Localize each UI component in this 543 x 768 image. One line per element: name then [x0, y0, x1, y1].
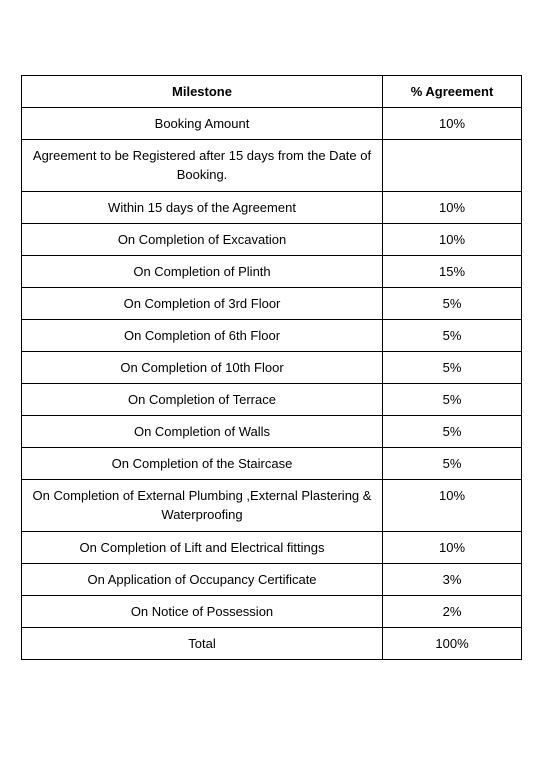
milestone-cell: On Completion of Plinth: [22, 256, 383, 288]
table-row: [22, 288, 522, 320]
total-label-cell: Total: [22, 628, 383, 660]
table-row: [22, 108, 522, 140]
table-row: [22, 352, 522, 384]
percent-cell: 5%: [383, 352, 522, 384]
column-header-percent-agreement: % Agreement: [383, 76, 522, 108]
table-header-row: [22, 76, 522, 108]
percent-cell: 5%: [383, 448, 522, 480]
table-row: [22, 224, 522, 256]
milestone-cell: On Completion of Terrace: [22, 384, 383, 416]
table-row: [22, 564, 522, 596]
milestone-cell: Booking Amount: [22, 108, 383, 140]
column-header-milestone: Milestone: [22, 76, 383, 108]
percent-cell: 10%: [383, 108, 522, 140]
percent-cell: 10%: [383, 532, 522, 564]
milestone-cell: Within 15 days of the Agreement: [22, 192, 383, 224]
table-row: [22, 256, 522, 288]
milestone-cell: On Application of Occupancy Certificate: [22, 564, 383, 596]
percent-cell: 3%: [383, 564, 522, 596]
milestone-cell: Agreement to be Registered after 15 days from the Date of Booking.: [22, 140, 383, 192]
percent-cell: 5%: [383, 384, 522, 416]
total-percent-cell: 100%: [383, 628, 522, 660]
table-row: [22, 532, 522, 564]
table-row: [22, 192, 522, 224]
table-row: [22, 448, 522, 480]
milestone-cell: On Completion of the Staircase: [22, 448, 383, 480]
table-row: [22, 480, 522, 532]
table-row: [22, 140, 522, 192]
percent-cell: 2%: [383, 596, 522, 628]
percent-cell: 15%: [383, 256, 522, 288]
table-row-total: [22, 628, 522, 660]
percent-cell: 5%: [383, 320, 522, 352]
table-row: [22, 320, 522, 352]
milestone-cell: On Completion of 3rd Floor: [22, 288, 383, 320]
table-row: [22, 384, 522, 416]
percent-cell: 10%: [383, 224, 522, 256]
percent-cell: 5%: [383, 288, 522, 320]
milestone-cell: On Completion of External Plumbing ,External Plastering & Waterproofing: [22, 480, 383, 532]
milestone-cell: On Completion of Lift and Electrical fittings: [22, 532, 383, 564]
percent-cell: [383, 140, 522, 192]
percent-cell: 5%: [383, 416, 522, 448]
milestone-cell: On Completion of Excavation: [22, 224, 383, 256]
milestone-cell: On Completion of Walls: [22, 416, 383, 448]
milestone-cell: On Completion of 10th Floor: [22, 352, 383, 384]
table-row: [22, 596, 522, 628]
payment-schedule-table: [21, 75, 522, 660]
milestone-cell: On Completion of 6th Floor: [22, 320, 383, 352]
percent-cell: 10%: [383, 480, 522, 532]
percent-cell: 10%: [383, 192, 522, 224]
table-row: [22, 416, 522, 448]
milestone-cell: On Notice of Possession: [22, 596, 383, 628]
